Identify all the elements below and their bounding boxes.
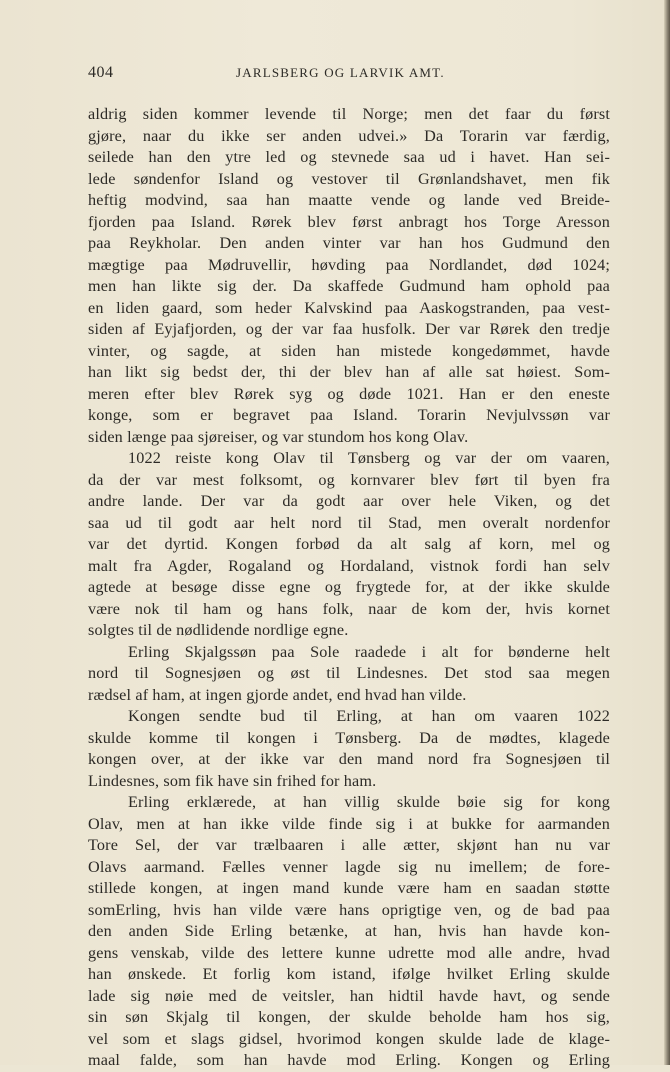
text-line: stillede kongen, at ingen mand kunde være ham en saadan støtte bbox=[88, 879, 610, 897]
text-line: kongen over, at der ikke var den mand nord fra Sognesjøen til bbox=[88, 750, 610, 768]
text-line: skulde komme til kongen i Tønsberg. Da de mødtes, klagede bbox=[88, 728, 610, 747]
text-line: vel som et slags gidsel, hvorimod kongen skulde lade de klage- bbox=[88, 1029, 610, 1048]
body-text bbox=[88, 104, 610, 1072]
text-line: Lindesnes, som fik have sin frihed for ham. bbox=[88, 771, 377, 790]
text-line: aldrig siden kommer levende til Norge; men det faar du først bbox=[88, 105, 610, 123]
text-line: sin søn Skjalg til kongen, der skulde beholde ham hos sig, bbox=[88, 1008, 610, 1026]
text-line: solgtes til de nødlidende nordlige egne. bbox=[88, 621, 349, 639]
text-line: gjøre, naar du ikke ser anden udvei.» Da Torarin var færdig, bbox=[88, 126, 610, 145]
text-line: somErling, hvis han vilde være hans oprigtige ven, og de bad paa bbox=[88, 900, 610, 919]
page-header bbox=[88, 64, 610, 86]
running-title: JARLSBERG OG LARVIK AMT. bbox=[236, 65, 445, 80]
text-line: konge, som er begravet paa Island. Torarin Nevjulvssøn var bbox=[88, 406, 610, 424]
text-line: malt fra Agder, Rogaland og Hordaland, vistnok fordi han selv bbox=[88, 556, 610, 575]
text-line: han ønskede. Et forlig kom istand, ifølge hvilket Erling skulde bbox=[88, 965, 610, 983]
text-line: da der var mest folksomt, og kornvarer blev ført til byen fra bbox=[88, 470, 610, 489]
text-line: fjorden paa Island. Rørek blev først anbragt hos Torge Aresson bbox=[88, 212, 610, 231]
text-line: gens venskab, vilde des lettere kunne udrette mod alle andre, hvad bbox=[88, 943, 610, 962]
text-line: siden længe paa sjøreiser, og var stundom hos kong Olav. bbox=[88, 427, 469, 446]
text-line: Kongen sendte bud til Erling, at han om vaaren 1022 bbox=[128, 707, 610, 725]
text-line: Erling erklærede, at han villig skulde bøie sig for kong bbox=[128, 793, 610, 811]
text-line: saa ud til godt aar helt nord til Stad, men overalt nordenfor bbox=[88, 513, 610, 532]
text-line: Erling Skjalgssøn paa Sole raadede i alt for bønderne helt bbox=[128, 642, 610, 661]
text-line: agtede at besøge disse egne og frygtede for, at der ikke skulde bbox=[88, 578, 610, 596]
text-line: han likt sig bedst der, thi der blev han af alle sat høiest. Som- bbox=[88, 363, 610, 381]
page-edge-shadow bbox=[664, 0, 670, 1065]
text-line: vinter, og sagde, at siden han mistede kongedømmet, havde bbox=[88, 341, 610, 360]
page-number: 404 bbox=[88, 64, 114, 81]
text-line: være nok til ham og hans folk, naar de kom der, hvis kornet bbox=[88, 599, 610, 618]
text-line: seilede han den ytre led og stevnede saa ud i havet. Han sei- bbox=[88, 148, 610, 166]
text-line: andre lande. Der var da godt aar over hele Viken, og det bbox=[88, 492, 610, 510]
text-line: mægtige paa Mødruvellir, høvding paa Nordlandet, død 1024; bbox=[88, 255, 610, 274]
text-line: den anden Side Erling betænke, at han, hvis han havde kon- bbox=[88, 922, 610, 940]
text-line: nord til Sognesjøen og øst til Lindesnes. Det stod saa megen bbox=[88, 664, 610, 682]
text-line: var det dyrtid. Kongen forbød da alt salg af korn, mel og bbox=[88, 535, 610, 553]
text-line: Olavs aarmand. Fælles venner lagde sig nu imellem; de fore- bbox=[88, 857, 610, 876]
text-line: maal falde, som han havde mod Erling. Kongen og Erling bbox=[88, 1051, 610, 1069]
text-line: 1022 reiste kong Olav til Tønsberg og var der om vaaren, bbox=[128, 449, 610, 467]
text-line: lede søndenfor Island og vestover til Grønlandshavet, men fik bbox=[88, 169, 610, 188]
text-line: heftig modvind, saa han maatte vende og lande ved Breide- bbox=[88, 191, 610, 209]
text-line: siden af Eyjafjorden, og der var faa husfolk. Der var Rørek den tredje bbox=[88, 320, 610, 338]
text-line: meren efter blev Rørek syg og døde 1021. Han er den eneste bbox=[88, 384, 610, 403]
text-line: rædsel af ham, at ingen gjorde andet, end hvad han vilde. bbox=[88, 685, 467, 704]
text-line: Tore Sel, der var trælbaaren i alle ætter, skjønt han nu var bbox=[88, 836, 610, 854]
text-line: paa Reykholar. Den anden vinter var han hos Gudmund den bbox=[88, 234, 610, 252]
text-line: Olav, men at han ikke vilde finde sig i at bukke for aarmanden bbox=[88, 814, 610, 833]
text-line: lade sig nøie med de veitsler, han hidtil havde havt, og sende bbox=[88, 986, 610, 1005]
text-line: en liden gaard, som heder Kalvskind paa Aaskogstranden, paa vest- bbox=[88, 298, 610, 317]
text-line: men han likte sig der. Da skaffede Gudmund ham ophold paa bbox=[88, 277, 610, 295]
